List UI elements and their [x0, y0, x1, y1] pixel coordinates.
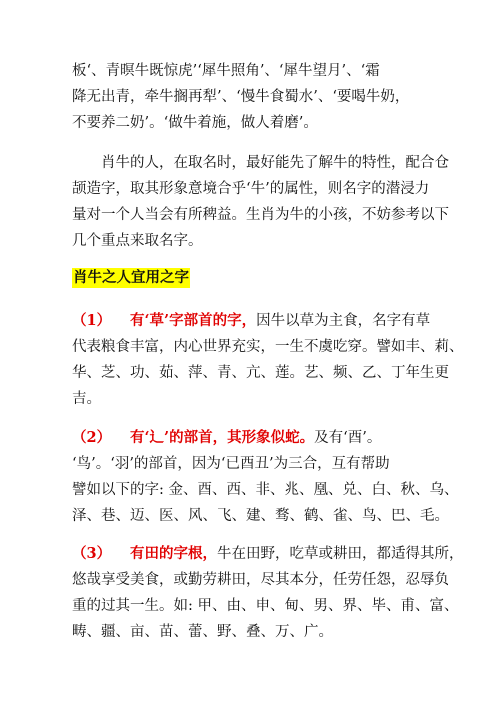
section-heading: 肖牛之人宜用之字: [73, 270, 189, 286]
list-item: [72, 308, 464, 412]
naming-advice-paragraph: [72, 150, 449, 254]
paragraph-line: 肖牛的人，在取名时，最好能先了解牛的特性，配合仓: [101, 155, 449, 171]
paragraph-line: 颉造字，取其形象意境合乎‘牛’的属性，则名字的潜浸力: [72, 181, 430, 197]
item-number: （3）: [72, 545, 112, 562]
list-item-line: 代表粮食丰富，内心世界充实，一生不虞吃穿。譬如丰、莉、: [72, 339, 464, 355]
item-text: 牛在田野，吃草或耕田，都适得其所，: [217, 546, 464, 562]
paragraph-line: 量对一个人当会有所稗益。生肖为牛的小孩，不妨参考以下: [72, 207, 449, 223]
list-item-first-line: [72, 308, 432, 334]
list-item-line: 吉。: [72, 391, 101, 407]
item-highlight: 有‘辶’的部首，其形象似蛇。: [130, 429, 315, 446]
list-item-first-line: [72, 541, 464, 567]
item-number: （1）: [72, 312, 112, 329]
list-item-line: 华、芝、功、茹、萍、青、亢、莲。艺、频、乙、丁年生更: [72, 365, 449, 381]
list-item: [72, 541, 464, 645]
paragraph-line: 几个重点来取名字。: [72, 233, 203, 249]
list-item-line: 泽、巷、迈、医、风、飞、建、骛、鹤、雀、鸟、巴、毛。: [72, 508, 449, 524]
list-item-line: 悠哉享受美食，或勤劳耕田，尽其本分，任劳任怨，忍辱负: [72, 572, 449, 588]
list-item-line: ‘鸟’。‘羽’的部首，因为‘已酉丑’为三合，互有帮助: [72, 456, 390, 472]
item-text: 因牛以草为主食，名字有草: [256, 313, 431, 329]
list-item-line: 畴、疆、亩、苗、蕾、野、叠、万、广。: [72, 624, 333, 640]
intro-line: 降无出青，牵牛搁再犁’、‘慢牛食蜀水’、‘要喝牛奶，: [72, 89, 410, 105]
item-highlight: 有田的字根，: [130, 545, 217, 562]
intro-line: 不要养二奶’。‘做牛着施，做人着磨’。: [72, 115, 318, 131]
intro-paragraph: [72, 58, 432, 136]
list-item-line: 重的过其一生。如: 甲、由、申、甸、男、界、毕、甫、富、: [72, 598, 459, 614]
list-item-first-line: [72, 425, 432, 451]
list-item: [72, 425, 459, 529]
list-item-line: 譬如以下的字: 金、酉、西、非、兆、凰、兑、白、秋、乌、: [72, 482, 459, 498]
item-highlight: 有‘草’字部首的字，: [130, 312, 257, 329]
item-number: （2）: [72, 429, 112, 446]
intro-line: 板‘、青暝牛既惊虎’‘犀牛照角’、‘犀牛望月’、‘霜: [72, 63, 380, 79]
item-text: 及有‘酉’。: [314, 430, 382, 446]
